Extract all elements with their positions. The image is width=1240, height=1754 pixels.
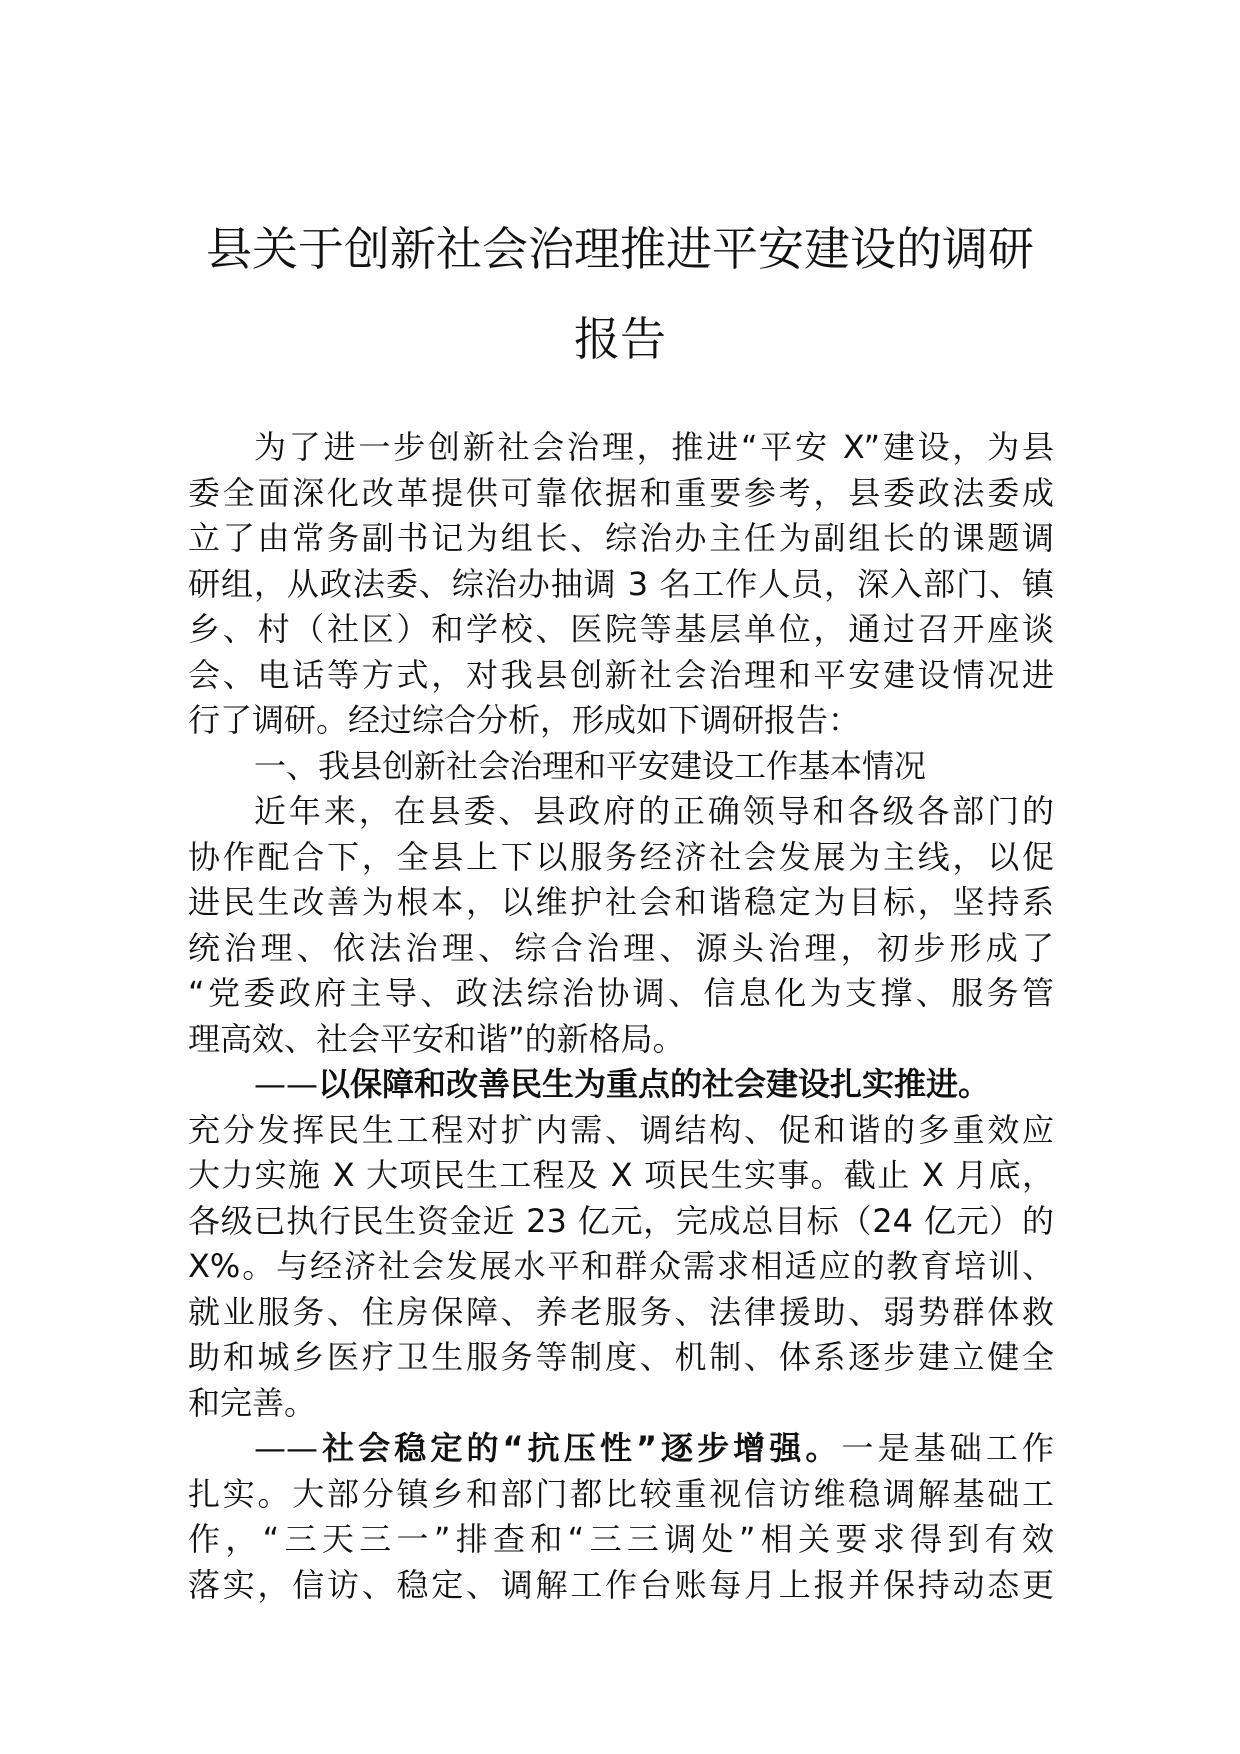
paragraph-4-dash: —— <box>254 1429 318 1467</box>
paragraph-4-line-3: 作，“三天三一”排查和“三三调处”相关要求得到有效 <box>188 1520 1054 1558</box>
paragraph-1-line-3: 立了由常务副书记为组长、综治办主任为副组长的课题调 <box>188 519 1054 557</box>
paragraph-2-line-4: 统治理、依法治理、综合治理、源头治理，初步形成了 <box>188 928 1054 967</box>
paragraph-3-line-4: 各级已执行民生资金近 23 亿元，完成总目标（24 亿元）的 <box>188 1201 1054 1240</box>
paragraph-3-line-3: 大力实施 X 大项民生工程及 X 项民生实事。截止 X 月底， <box>188 1156 1054 1194</box>
paragraph-4-bold-heading: 社会稳定的“抗压性”逐步增强。 <box>318 1429 842 1467</box>
paragraph-3-line-8: 和完善。 <box>188 1383 317 1422</box>
paragraph-1-line-6: 会、电话等方式，对我县创新社会治理和平安建设情况进 <box>188 655 1054 694</box>
document-title-line-1: 县关于创新社会治理推进平安建设的调研 <box>206 222 1034 276</box>
paragraph-3-line-7: 助和城乡医疗卫生服务等制度、机制、体系逐步建立健全 <box>188 1338 1054 1376</box>
paragraph-3-line-5: X%。与经济社会发展水平和群众需求相适应的教育培训、 <box>188 1247 1054 1285</box>
paragraph-2-line-6: 理高效、社会平安和谐”的新格局。 <box>188 1019 685 1058</box>
paragraph-1-line-7: 行了调研。经过综合分析，形成如下调研报告： <box>188 701 861 739</box>
paragraph-2-line-1: 近年来，在县委、县政府的正确领导和各级各部门的 <box>254 792 1054 830</box>
paragraph-1-line-2: 委全面深化改革提供可靠依据和重要参考，县委政法委成 <box>188 473 1054 512</box>
paragraph-3-line-2: 充分发挥民生工程对扩内需、调结构、促和谐的多重效应 <box>188 1110 1054 1149</box>
paragraph-4-first-line-rest: 一是基础工作 <box>841 1429 1054 1467</box>
section-heading-1: 一、我县创新社会治理和平安建设工作基本情况 <box>254 746 927 785</box>
paragraph-2-line-3: 进民生改善为根本，以维护社会和谐稳定为目标，坚持系 <box>188 883 1054 921</box>
document-body <box>188 425 1054 1608</box>
paragraph-2-line-2: 协作配合下，全县上下以服务经济社会发展为主线，以促 <box>188 837 1054 876</box>
paragraph-3-line-6: 就业服务、住房保障、养老服务、法律援助、弱势群体救 <box>188 1292 1054 1331</box>
paragraph-4-line-4: 落实，信访、稳定、调解工作台账每月上报并保持动态更 <box>188 1565 1054 1604</box>
paragraph-3-line-1 <box>188 1062 1054 1108</box>
paragraph-4-line-1 <box>188 1426 1054 1472</box>
paragraph-3-dash: —— <box>254 1065 318 1103</box>
paragraph-2-line-5: “党委政府主导、政法综治协调、信息化为支撑、服务管 <box>188 974 1054 1012</box>
paragraph-4-line-2: 扎实。大部分镇乡和部门都比较重视信访维稳调解基础工 <box>188 1474 1054 1513</box>
paragraph-1-line-5: 乡、村（社区）和学校、医院等基层单位，通过召开座谈 <box>188 610 1054 648</box>
paragraph-1-line-1: 为了进一步创新社会治理，推进“平安 X”建设，为县 <box>254 428 1054 466</box>
paragraph-1-line-4: 研组，从政法委、综治办抽调 3 名工作人员，深入部门、镇 <box>188 564 1054 603</box>
paragraph-3-bold-heading: 以保障和改善民生为重点的社会建设扎实推进。 <box>318 1065 991 1103</box>
document-title-line-2: 报告 <box>574 312 666 366</box>
